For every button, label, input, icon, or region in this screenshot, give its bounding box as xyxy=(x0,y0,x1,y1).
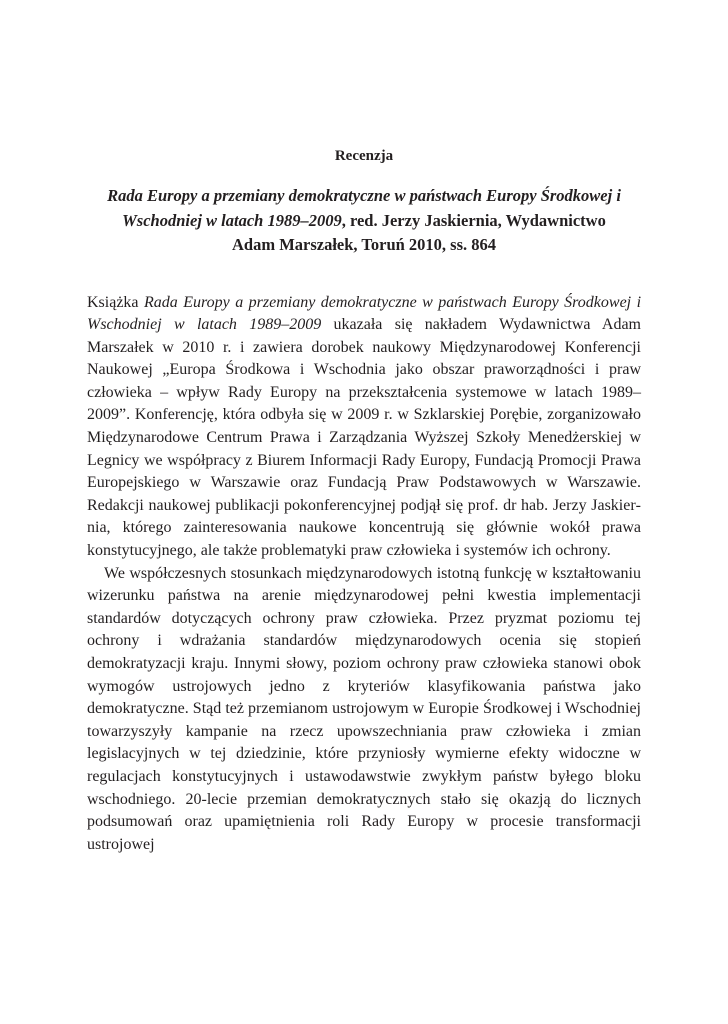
reviewed-book-title: Rada Europy a przemiany demokratyczne w państwach Europy Środkowej i Wschodniej w latach 1989–2009 xyxy=(107,186,621,230)
paragraph-1-text: ukazała się nakładem Wydawnictwa Adam Marszałek w 2010 r. i zawiera dorobek naukowy Międzynarodowej Konferencji Naukowej „Europa Środkowa i Wschodnia jako obszar praworządności i praw człowieka – wpływ Rady Europy na przekształcenia systemowe w latach 1989–2009”. Konferencję, która odbyła się w 2009 r. w Szklarskiej Porębie, zorganizowało Międzynarodowe Centrum Prawa i Zarządzania Wyższej Szkoły Menedżerskiej w Legnicy we współpracy z Biurem Informacji Rady Europy, Fundacją Promocji Prawa Europejskiego w Warszawie oraz Fundacją Praw Podstawowych w Warszawie. Redakcji naukowej publikacji pokonferencyjnej podjął się prof. dr hab. Jerzy Jaskiernia, którego zainteresowania naukowe koncentrują się głównie wokół prawa konstytucyjnego, ale także problematyki praw człowieka i systemów ich ochrony. xyxy=(87,316,641,560)
paragraph-1 xyxy=(87,292,641,563)
paragraph-2: We współczesnych stosunkach międzynarodowych istotną funkcję w kształtowaniu wizerunku państwa na arenie międzynarodowej pełni kwestia implementacji standardów dotyczących ochrony praw człowieka. Przez pryzmat poziomu tej ochrony i wdrażania standardów międzynarodowych ocenia się stopień demokratyzacji kraju. Innymi słowy, poziom ochrony praw człowieka stanowi obok wymogów ustrojowych jedno z kryteriów klasyfikowania państwa jako demokratyczne. Stąd też przemianom ustrojowym w Europie Środkowej i Wschodniej towarzyszyły kampanie na rzecz upowszechniania praw człowieka i zmian legislacyjnych w tej dziedzinie, które przyniosły wymierne efekty widoczne w regulacjach konstytucyjnych i ustawodawstwie zwykłym państw byłego bloku wschodniego. 20-lecie przemian demokratycznych stało się okazją do licznych podsumowań oraz upamiętnienia roli Rady Europy w procesie transformacji ustrojowej xyxy=(87,564,641,853)
reviewed-book-details: , red. Jerzy Jaskiernia, Wydawnictwo Adam Marszałek, Toruń 2010, ss. 864 xyxy=(231,210,606,254)
review-body xyxy=(87,292,641,857)
review-page xyxy=(87,145,641,856)
paragraph-1-lead: Książka xyxy=(87,293,144,311)
section-label: Recenzja xyxy=(334,148,394,164)
review-heading xyxy=(101,184,627,258)
paragraph-1-book-title: Rada Europy a przemiany demokratyczne w państwach Europy Środkowej i Wschodniej w latach 1989–2009 xyxy=(87,293,642,334)
